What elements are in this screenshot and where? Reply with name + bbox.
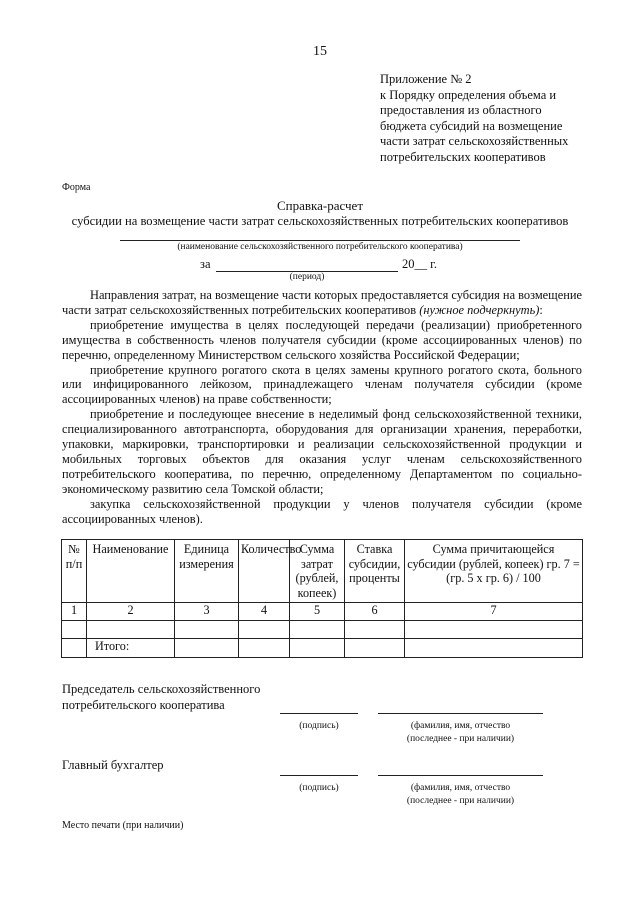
chairman-title: Председатель сельскохозяйственного потребительского кооператива — [62, 682, 261, 712]
direction-item[interactable]: приобретение и последующее внесение в неделимый фонд сельскохозяйственной техники, специализированного автотранспорта, оборудования для организации хранения, переработки, упаковки, маркировки, транспортировки и реализации сельскохозяйственной продукции и мобильных торговых объектов для оказания услуг членам сельскохозяйственного потребительского кооператива, по перечню, определенному Департаментом по социально-экономическому развитию села Томской области; — [62, 407, 582, 496]
direction-item[interactable]: приобретение имущества в целях последующей передачи (реализации) приобретенного имущества в собственность членов получателя субсидии (кроме ассоциированных членов) по перечню, определенному Министерством сельского хозяйства Российской Федерации; — [62, 317, 582, 362]
appendix-block — [380, 72, 590, 166]
column-number: 2 — [87, 603, 175, 621]
signature-caption: (подпись) — [299, 721, 339, 731]
appendix-heading: Приложение № 2 — [380, 72, 472, 86]
org-name-caption: (наименование сельскохозяйственного потребительского кооператива) — [177, 242, 463, 252]
total-label: Итого: — [87, 639, 175, 658]
column-number: 3 — [175, 603, 239, 621]
column-number: 7 — [405, 603, 583, 621]
column-number: 4 — [239, 603, 290, 621]
period-year: 20__ г. — [402, 257, 437, 271]
period-prefix: за — [200, 257, 211, 271]
table-row[interactable] — [62, 621, 583, 639]
stamp-place: Место печати (при наличии) — [62, 820, 184, 831]
directions-text — [62, 288, 582, 527]
period-caption: (период) — [289, 272, 325, 282]
col-header-costs: Сумма затрат (рублей, копеек) — [290, 540, 345, 603]
column-number: 1 — [62, 603, 87, 621]
table-header-row — [62, 540, 583, 603]
document-title: Справка-расчет — [276, 198, 364, 213]
direction-item[interactable]: приобретение крупного рогатого скота в целях замены крупного рогатого скота, больного или инфицированного лейкозом, принадлежащего членам получателя субсидии (кроме ассоциированных членов) на праве собственности; — [62, 362, 582, 407]
chief-accountant-title: Главный бухгалтер — [62, 758, 164, 772]
calculation-table — [61, 539, 583, 658]
appendix-line: бюджета субсидий на возмещение — [380, 118, 563, 133]
accountant-name-line[interactable] — [378, 775, 543, 776]
form-label: Форма — [62, 182, 91, 193]
col-header-subsidy: Сумма причитающейся субсидии (рублей, копеек) гр. 7 = (гр. 5 x гр. 6) / 100 — [405, 540, 583, 603]
column-number: 6 — [345, 603, 405, 621]
appendix-line: части затрат сельскохозяйственных — [380, 134, 569, 149]
document-subtitle: субсидии на возмещение части затрат сельскохозяйственных потребительских кооперативов — [71, 214, 569, 228]
appendix-line: потребительских кооперативов — [380, 149, 546, 164]
col-header-rate: Ставка субсидии, проценты — [345, 540, 405, 603]
column-number: 5 — [290, 603, 345, 621]
intro-paragraph: Направления затрат, на возмещение части которых предоставляется субсидия на возмещение части затрат сельскохозяйственных потребительских кооперативов (нужное подчеркнуть): — [62, 288, 582, 317]
chairman-name-line[interactable] — [378, 713, 543, 714]
col-header-quantity: Количество — [239, 540, 290, 603]
accountant-signature-line[interactable] — [280, 775, 358, 776]
col-header-number: № п/п — [62, 540, 87, 603]
col-header-name: Наименование — [87, 540, 175, 603]
name-caption: (фамилия, имя, отчество (последнее - при наличии) — [406, 783, 515, 806]
org-name-line[interactable] — [120, 240, 520, 241]
signature-caption: (подпись) — [299, 783, 339, 793]
direction-item[interactable]: закупка сельскохозяйственной продукции у членов получателя субсидии (кроме ассоциированных членов). — [62, 496, 582, 526]
chairman-signature-line[interactable] — [280, 713, 358, 714]
page-number: 15 — [313, 44, 327, 59]
appendix-line: к Порядку определения объема и — [380, 87, 557, 102]
table-total-row[interactable] — [62, 639, 583, 658]
col-header-unit: Единица измерения — [175, 540, 239, 603]
table-number-row — [62, 603, 583, 621]
name-caption: (фамилия, имя, отчество (последнее - при наличии) — [406, 721, 515, 744]
appendix-line: предоставления из областного — [380, 103, 542, 118]
intro-note: (нужное подчеркнуть) — [419, 302, 540, 317]
